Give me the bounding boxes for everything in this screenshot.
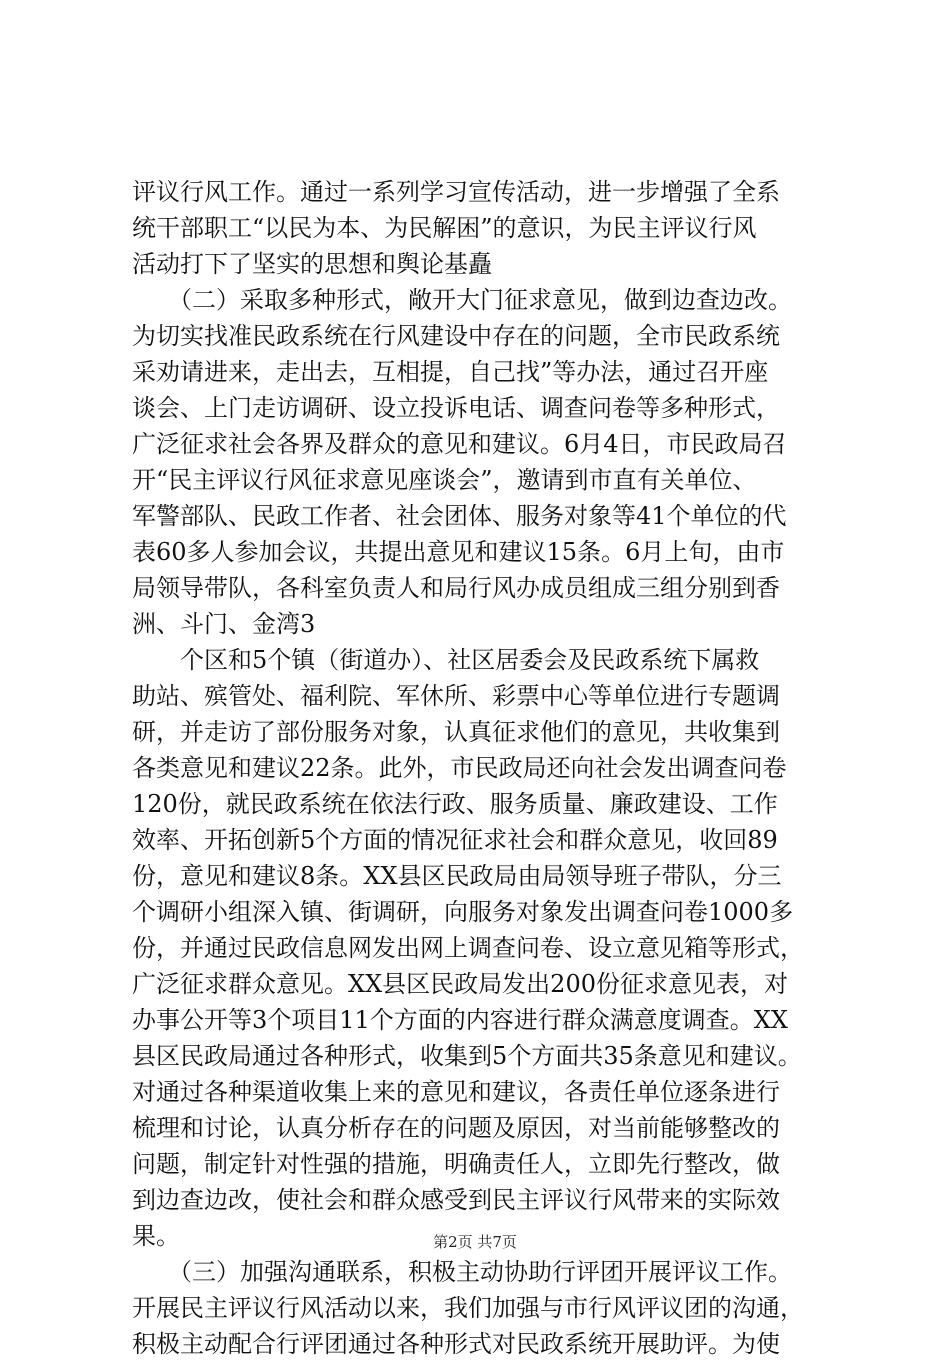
text-line: 问题，制定针对性强的措施，明确责任人，立即先行整改，做	[132, 1150, 780, 1178]
text-line: 谈会、上门走访调研、设立投诉电话、调查问卷等多种形式，	[132, 394, 780, 422]
text-line: 助站、殡管处、福利院、军休所、彩票中心等单位进行专题调	[132, 682, 780, 710]
text-line: 梳理和讨论，认真分析存在的问题及原因，对当前能够整改的	[132, 1114, 780, 1142]
page-footer: 第2页 共7页	[433, 1233, 517, 1251]
text-line: 局领导带队，各科室负责人和局行风办成员组成三组分别到香	[132, 574, 780, 602]
text-line: 统干部职工“以民为本、为民解困”的意识，为民主评议行风	[132, 214, 757, 242]
text-line: 效率、开拓创新5个方面的情况征求社会和群众意见，收回89	[132, 826, 778, 854]
text-line: 活动打下了坚实的思想和舆论基矗	[132, 250, 492, 278]
text-line: 开展民主评议行风活动以来，我们加强与市行风评议团的沟通，	[132, 1294, 804, 1322]
text-line: 采劝请进来，走出去，互相提，自己找”等办法，通过召开座	[132, 358, 769, 386]
text-line: 广泛征求群众意见。XX县区民政局发出200份征求意见表，对	[132, 970, 788, 998]
text-line: 份，意见和建议8条。XX县区民政局由局领导班子带队，分三	[132, 862, 782, 890]
text-line: 县区民政局通过各种形式，收集到5个方面共35条意见和建议。	[132, 1042, 802, 1070]
text-line: 表60多人参加会议，共提出意见和建议15条。6月上旬，由市	[132, 538, 785, 566]
text-line: （二）采取多种形式，敞开大门征求意见，做到边查边改。	[132, 286, 792, 314]
text-line: 研，并走访了部份服务对象，认真征求他们的意见，共收集到	[132, 718, 780, 746]
text-line: 军警部队、民政工作者、社会团体、服务对象等41个单位的代	[132, 502, 787, 530]
text-line: 开“民主评议行风征求意见座谈会”，邀请到市直有关单位、	[132, 466, 757, 494]
document-body	[132, 174, 852, 1362]
text-line: 积极主动配合行评团通过各种形式对民政系统开展助评。为使	[132, 1330, 780, 1358]
text-line: （三）加强沟通联系，积极主动协助行评团开展评议工作。	[132, 1258, 792, 1286]
text-line: 评议行风工作。通过一系列学习宣传活动，进一步增强了全系	[132, 178, 780, 206]
text-line: 对通过各种渠道收集上来的意见和建议，各责任单位逐条进行	[132, 1078, 780, 1106]
text-line: 办事公开等3个项目11个方面的内容进行群众满意度调查。XX	[132, 1006, 788, 1034]
text-line: 个区和5个镇（街道办）、社区居委会及民政系统下属救	[132, 646, 760, 674]
text-line: 洲、斗门、金湾3	[132, 610, 316, 638]
text-line: 个调研小组深入镇、街调研，向服务对象发出调查问卷1000多	[132, 898, 794, 926]
text-line: 到边查边改，使社会和群众感受到民主评议行风带来的实际效	[132, 1186, 780, 1214]
text-line: 广泛征求社会各界及群众的意见和建议。6月4日，市民政局召	[132, 430, 787, 458]
text-line: 份，并通过民政信息网发出网上调查问卷、设立意见箱等形式，	[132, 934, 804, 962]
text-line: 为切实找准民政系统在行风建设中存在的问题，全市民政系统	[132, 322, 780, 350]
text-line: 果。	[132, 1222, 180, 1250]
text-line: 120份，就民政系统在依法行政、服务质量、廉政建设、工作	[132, 790, 778, 818]
text-line: 各类意见和建议22条。此外，市民政局还向社会发出调查问卷	[132, 754, 787, 782]
